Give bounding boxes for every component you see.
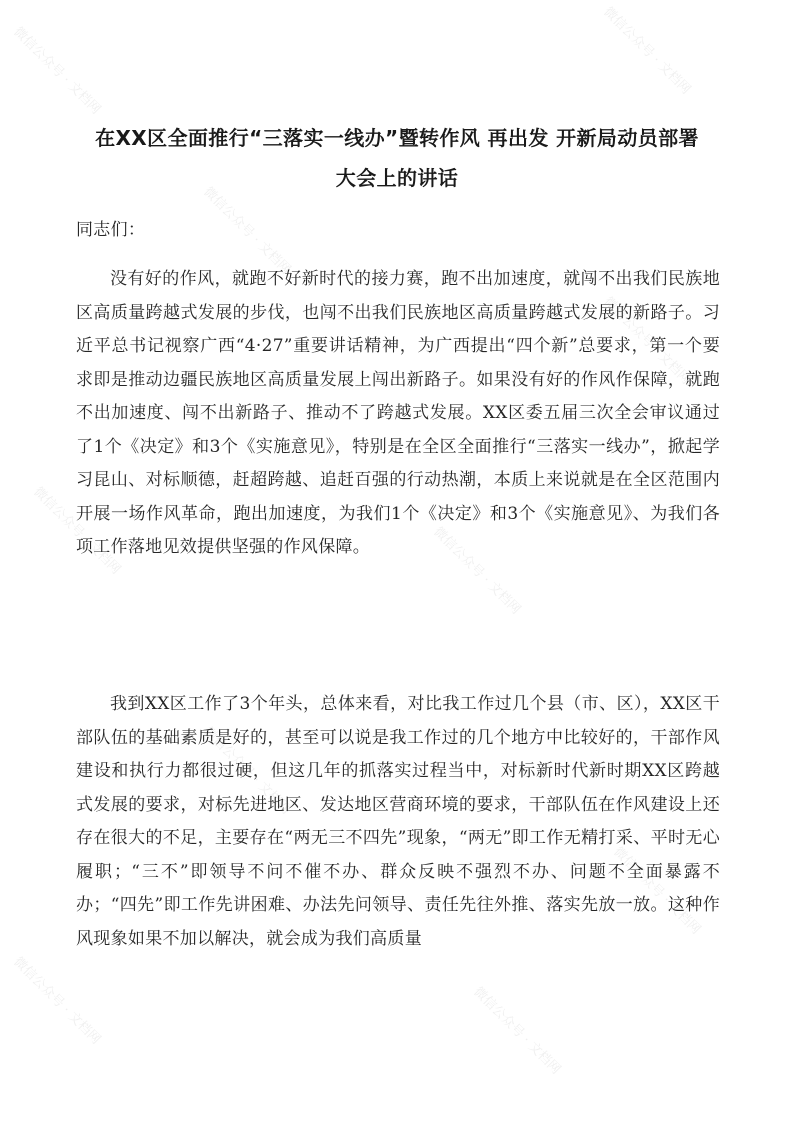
document-title-line-2: 大会上的讲话 (335, 166, 459, 190)
watermark: 微信公众号 · 文档网 (600, 4, 694, 98)
watermark: 微信公众号 · 文档网 (200, 184, 294, 278)
watermark: 微信公众号 · 文档网 (600, 294, 694, 388)
watermark: 微信公众号 · 文档网 (430, 524, 524, 618)
watermark: 微信公众号 · 文档网 (10, 954, 104, 1048)
watermark: 微信公众号 · 文档网 (30, 484, 124, 578)
paragraph-1: 没有好的作风，就跑不好新时代的接力赛，跑不出加速度，就闯不出我们民族地区高质量跨越式发展的步伐，也闯不出我们民族地区高质量跨越式发展的新路子。习近平总书记视察广西“4·27”重要讲话精神，为广西提出“四个新”总要求，第一个要求即是推动边疆民族地区高质量发展上闯出新路子。如果没有好的作风作保障，就跑不出加速度、闯不出新路子、推动不了跨越式发展。XX区委五届三次全会审议通过了1个《决定》和3个《实施意见》，特别是在全区全面推行“三落实一线办”，掀起学习昆山、对标顺德，赶超跨越、追赶百强的行动热潮，本质上来说就是在全区范围内开展一场作风革命，跑出加速度，为我们1个《决定》和3个《实施意见》、为我们各项工作落地见效提供坚强的作风保障。 (76, 269, 720, 557)
document-title-line-1: 在XX区全面推行“三落实一线办”暨转作风 再出发 开新局动员部署 (95, 126, 699, 150)
watermark: 微信公众号 · 文档网 (200, 724, 294, 818)
salutation: 同志们： (76, 220, 146, 240)
watermark: 微信公众号 · 文档网 (10, 24, 104, 118)
watermark: 微信公众号 · 文档网 (610, 844, 704, 938)
watermark: 微信公众号 · 文档网 (470, 984, 564, 1078)
paragraph-2: 我到XX区工作了3个年头，总体来看，对比我工作过几个县（市、区），XX区干部队伍的基础素质是好的，甚至可以说是我工作过的几个地方中比较好的，干部作风建设和执行力都很过硬，但这几年的抓落实过程当中，对标新时代新时期XX区跨越式发展的要求，对标先进地区、发达地区营商环境的要求，干部队伍在作风建设上还存在很大的不足，主要存在“两无三不四先”现象，“两无”即工作无精打采、平时无心履职；“三不”即领导不问不催不办、群众反映不强烈不办、问题不全面暴露不办；“四先”即工作先讲困难、办法先问领导、责任先往外推、落实先放一放。这种作风现象如果不加以解决，就会成为我们高质量 (76, 694, 720, 949)
